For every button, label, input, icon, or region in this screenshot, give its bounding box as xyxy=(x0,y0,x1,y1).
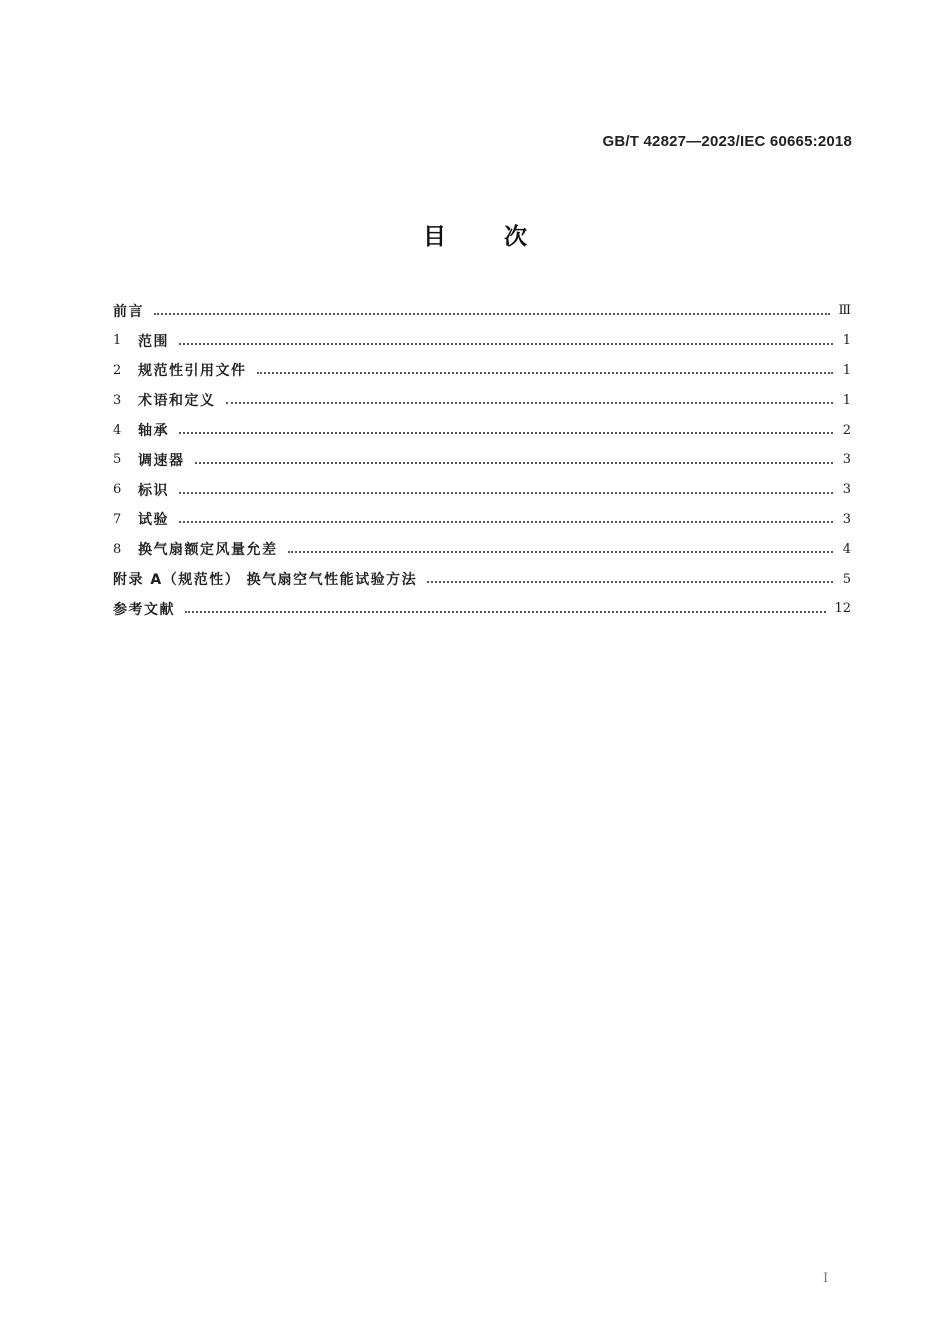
toc-leader-dots xyxy=(427,581,833,583)
toc-entry-label: 试验 xyxy=(138,512,169,529)
toc-entry-page: 2 xyxy=(842,422,851,438)
toc-leader-dots xyxy=(154,313,830,315)
toc-entry-page: 3 xyxy=(842,511,851,527)
toc-leader-dots xyxy=(257,372,834,374)
title-second-char: 次 xyxy=(504,224,527,250)
toc-entry-label: 范围 xyxy=(138,333,169,350)
toc-entry-page: 1 xyxy=(842,333,851,349)
toc-entry-label: 前言 xyxy=(113,303,144,320)
toc-entry-bibliography[interactable] xyxy=(113,594,851,624)
toc-entry-label: 术语和定义 xyxy=(138,393,216,410)
toc-entry-page: 12 xyxy=(834,601,851,617)
toc-entry-number: 1 xyxy=(113,333,122,349)
toc-entry-number: 7 xyxy=(113,511,122,527)
toc-entry-label: 附录 A（规范性） 换气扇空气性能试验方法 xyxy=(113,572,418,589)
page-number: I xyxy=(823,1271,829,1286)
toc-leader-dots xyxy=(288,551,834,553)
toc-entry-number: 6 xyxy=(113,482,122,498)
toc-entry-2[interactable] xyxy=(113,356,851,386)
toc-entry-page: 3 xyxy=(842,482,851,498)
toc-entry-label: 换气扇额定风量允差 xyxy=(138,542,278,559)
toc-entry-foreword[interactable] xyxy=(113,296,851,326)
page-title xyxy=(0,218,950,251)
toc-entry-label: 参考文献 xyxy=(113,601,175,618)
toc-entry-label: 调速器 xyxy=(138,452,185,469)
toc-entry-label: 标识 xyxy=(138,482,169,499)
toc-entry-number: 5 xyxy=(113,452,122,468)
toc-entry-6[interactable] xyxy=(113,475,851,505)
toc-entry-number: 2 xyxy=(113,362,122,378)
toc-entry-8[interactable] xyxy=(113,534,851,564)
title-first-char: 目 xyxy=(423,224,446,250)
toc-entry-page: 5 xyxy=(842,571,851,587)
toc-entry-page: 3 xyxy=(842,452,851,468)
toc-leader-dots xyxy=(185,611,826,613)
toc-entry-number: 4 xyxy=(113,422,122,438)
toc-leader-dots xyxy=(195,462,834,464)
toc-entry-label: 规范性引用文件 xyxy=(138,363,247,380)
toc-leader-dots xyxy=(179,492,833,494)
toc-leader-dots xyxy=(226,402,834,404)
toc-entry-page: Ⅲ xyxy=(838,303,851,319)
toc-entry-5[interactable] xyxy=(113,445,851,475)
table-of-contents xyxy=(113,296,851,624)
toc-entry-number: 8 xyxy=(113,541,122,557)
toc-entry-7[interactable] xyxy=(113,505,851,535)
toc-entry-number: 3 xyxy=(113,392,122,408)
toc-leader-dots xyxy=(179,432,833,434)
toc-entry-page: 1 xyxy=(842,392,851,408)
toc-entry-3[interactable] xyxy=(113,385,851,415)
toc-entry-4[interactable] xyxy=(113,415,851,445)
standard-code: GB/T 42827—2023/IEC 60665:2018 xyxy=(602,133,852,150)
toc-entry-page: 1 xyxy=(842,362,851,378)
toc-entry-page: 4 xyxy=(842,541,851,557)
toc-entry-label: 轴承 xyxy=(138,423,169,440)
toc-leader-dots xyxy=(179,343,833,345)
toc-entry-1[interactable] xyxy=(113,326,851,356)
toc-leader-dots xyxy=(179,521,833,523)
toc-entry-annex-a[interactable] xyxy=(113,564,851,594)
